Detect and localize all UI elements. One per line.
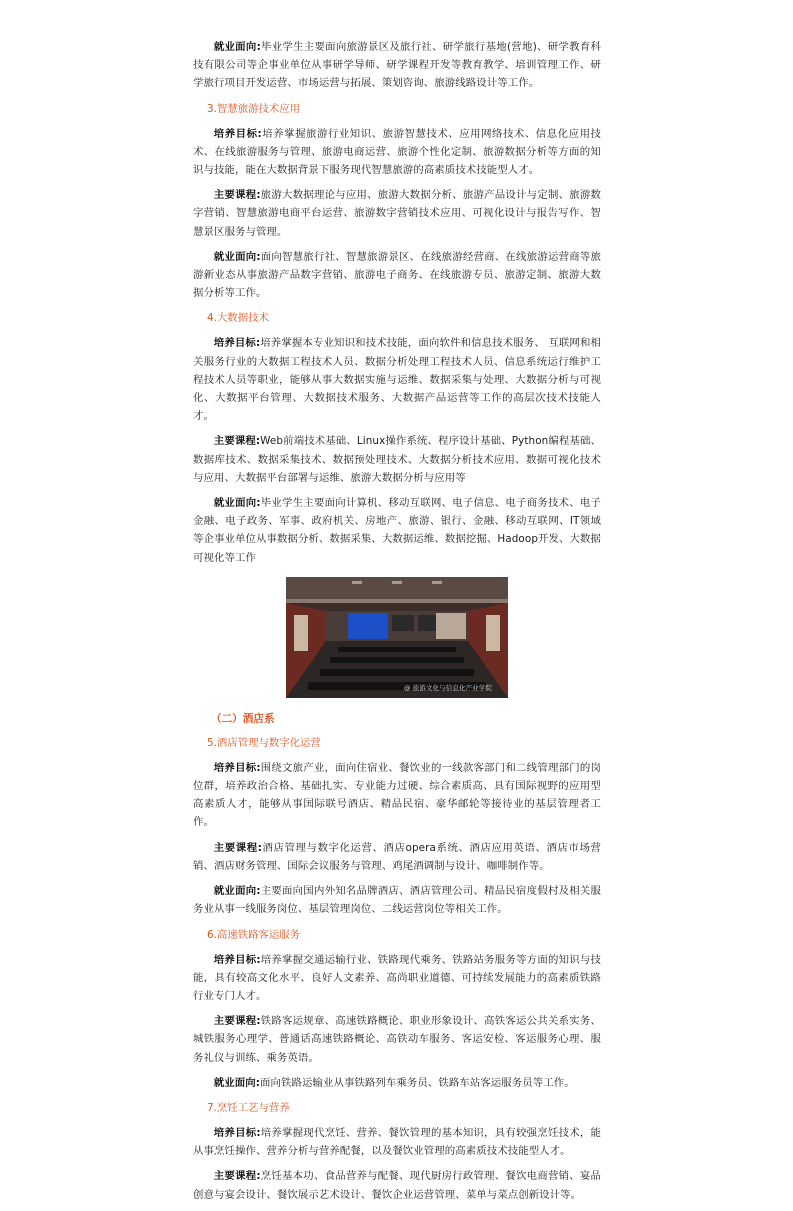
content-column: [193, 38, 601, 1211]
goal-label: 培养目标:: [213, 1126, 261, 1139]
major-3-title: 3.智慧旅游技术应用: [207, 102, 301, 115]
major-4-employment: [193, 494, 601, 567]
major-5-title: 5.酒店管理与数字化运营: [207, 736, 321, 749]
paragraph-text: 主要面向国内外知名品牌酒店、酒店管理公司、精品民宿度假村及相关服务业从事一线服务岗位、基层管理岗位、二线运营岗位等相关工作。: [193, 885, 602, 916]
goal-label: 培养目标:: [213, 953, 261, 966]
paragraph-text: 围绕文旅产业，面向住宿业、餐饮业的一线款客部门和二线管理部门的岗位群，培养政治合格、基础扎实、专业能力过硬、综合素质高、具有国际视野的应用型高素质人才，能够从事国际联号酒店、精品民宿、豪华邮轮等接待业的基层管理者工作。: [193, 761, 602, 829]
major-5-goal: [193, 759, 601, 832]
paragraph-text: Web前端技术基础、Linux操作系统、程序设计基础、Python编程基础、数据库技术、数据采集技术、数据预处理技术、大数据分析技术应用、数据可视化技术与应用、大数据平台部署与运维、旅游大数据分析与应用等: [193, 435, 601, 484]
classroom-photo-illustration: [286, 577, 508, 698]
major-5-employment: [193, 882, 601, 918]
paragraph-text: 培养掌握旅游行业知识、旅游智慧技术、应用网络技术、信息化应用技术、在线旅游服务与管理、旅游电商运营、旅游个性化定制、旅游数据分析等方面的知识与技能，能在大数据背景下服务现代智慧旅游的高素质技术技能型人才。: [193, 127, 601, 177]
major-6-employment: [193, 1074, 601, 1092]
goal-label: 培养目标:: [213, 337, 261, 350]
employment-label: 就业面向:: [213, 250, 261, 263]
employment-label: 就业面向:: [213, 41, 261, 53]
paragraph-text: 毕业学生主要面向旅游景区及旅行社、研学旅行基地(营地)、研学教育科技有限公司等企事业单位从事研学导师、研学课程开发等教育教学、培训管理工作、研学旅行项目开发运营、市场运营与拓展、策划咨询、旅游线路设计等工作。: [193, 41, 602, 90]
paragraph-text: 烹饪基本功、食品营养与配餐、现代厨房行政管理、餐饮电商营销、宴品创意与宴会设计、餐饮展示艺术设计、餐饮企业运营管理、菜单与菜点创新设计等。: [193, 1170, 602, 1201]
employment-label: 就业面向:: [213, 497, 261, 510]
paragraph-text: 培养掌握本专业知识和技术技能，面向软件和信息技术服务、 互联网和相关服务行业的大数据工程技术人员、数据分析处理工程技术人员、信息系统运行维护工程技术人员等职业，能够从事大数据实施与运维、数据采集与处理、大数据分析与可视化、大数据平台管理、大数据技术服务、大数据产品运营等工作的高层次技术技能人才。: [193, 337, 601, 423]
major-7-courses: [193, 1167, 601, 1203]
paragraph-text: 面向智慧旅行社、智慧旅游景区、在线旅游经营商、在线旅游运营商等旅游新业态从事旅游产品数字营销、旅游电子商务、在线旅游专员、旅游定制、旅游大数据分析等工作。: [193, 250, 602, 300]
employment-label: 就业面向:: [213, 885, 261, 898]
courses-label: 主要课程:: [213, 841, 263, 854]
major-6-title: 6.高速铁路客运服务: [207, 928, 301, 941]
major-6-courses: [193, 1012, 601, 1067]
paragraph-text: 酒店管理与数字化运营、酒店opera系统、酒店应用英语、酒店市场营销、酒店财务管理、国际会议服务与管理、鸡尾酒调制与设计、咖啡制作等。: [193, 841, 601, 872]
major-4-courses: [193, 432, 601, 487]
photo-watermark: @ 旅游文化与信息化产业学院: [404, 683, 492, 692]
major-3-goal: [193, 125, 601, 180]
major-7-goal: [193, 1124, 601, 1160]
intro-employment-paragraph: [193, 38, 601, 93]
paragraph-text: 毕业学生主要面向计算机、移动互联网、电子信息、电子商务技术、电子金融、电子政务、军事、政府机关、房地产、旅游、银行、金融、移动互联网、IT领域等企事业单位从事数据分析、数据采集、大数据运维、数据挖掘、Hadoop开发、大数据可视化等工作: [193, 497, 602, 564]
paragraph-text: 培养掌握现代烹饪、营养、餐饮管理的基本知识，具有较强烹饪技术，能从事烹饪操作、营养分析与营养配餐，以及餐饮业管理的高素质技术技能型人才。: [193, 1126, 602, 1158]
major-4-title: 4.大数据技术: [207, 312, 269, 325]
paragraph-text: 面向铁路运输业从事铁路列车乘务员、铁路车站客运服务员等工作。: [260, 1076, 575, 1089]
goal-label: 培养目标:: [213, 761, 261, 774]
courses-label: 主要课程:: [213, 189, 261, 202]
major-3-courses: [193, 186, 601, 241]
section-2-title: （二）酒店系: [211, 712, 275, 725]
courses-label: 主要课程:: [213, 435, 261, 448]
paragraph-text: 培养掌握交通运输行业、铁路现代乘务、铁路站务服务等方面的知识与技能，具有较高文化水平、良好人文素养、高尚职业道德、可持续发展能力的高素质铁路行业专门人才。: [193, 953, 602, 1002]
paragraph-text: 旅游大数据理论与应用、旅游大数据分析、旅游产品设计与定制、旅游数字营销、智慧旅游电商平台运营、旅游数字营销技术应用、可视化设计与报告写作、智慧景区服务与管理。: [193, 189, 602, 238]
major-3-employment: [193, 248, 601, 303]
courses-label: 主要课程:: [213, 1170, 261, 1183]
major-5-courses: [193, 839, 601, 875]
paragraph-text: 铁路客运规章、高速铁路概论、职业形象设计、高铁客运公共关系实务、城铁服务心理学、普通话高速铁路概论、高铁动车服务、客运安检、客运服务心理、服务礼仪与训练、乘务英语。: [193, 1015, 602, 1064]
classroom-photo: [286, 577, 508, 698]
goal-label: 培养目标:: [213, 127, 262, 140]
major-4-goal: [193, 334, 601, 425]
employment-label: 就业面向:: [213, 1076, 261, 1089]
courses-label: 主要课程:: [213, 1015, 261, 1028]
major-6-goal: [193, 951, 601, 1006]
major-7-title: 7.烹饪工艺与营养: [207, 1101, 290, 1114]
